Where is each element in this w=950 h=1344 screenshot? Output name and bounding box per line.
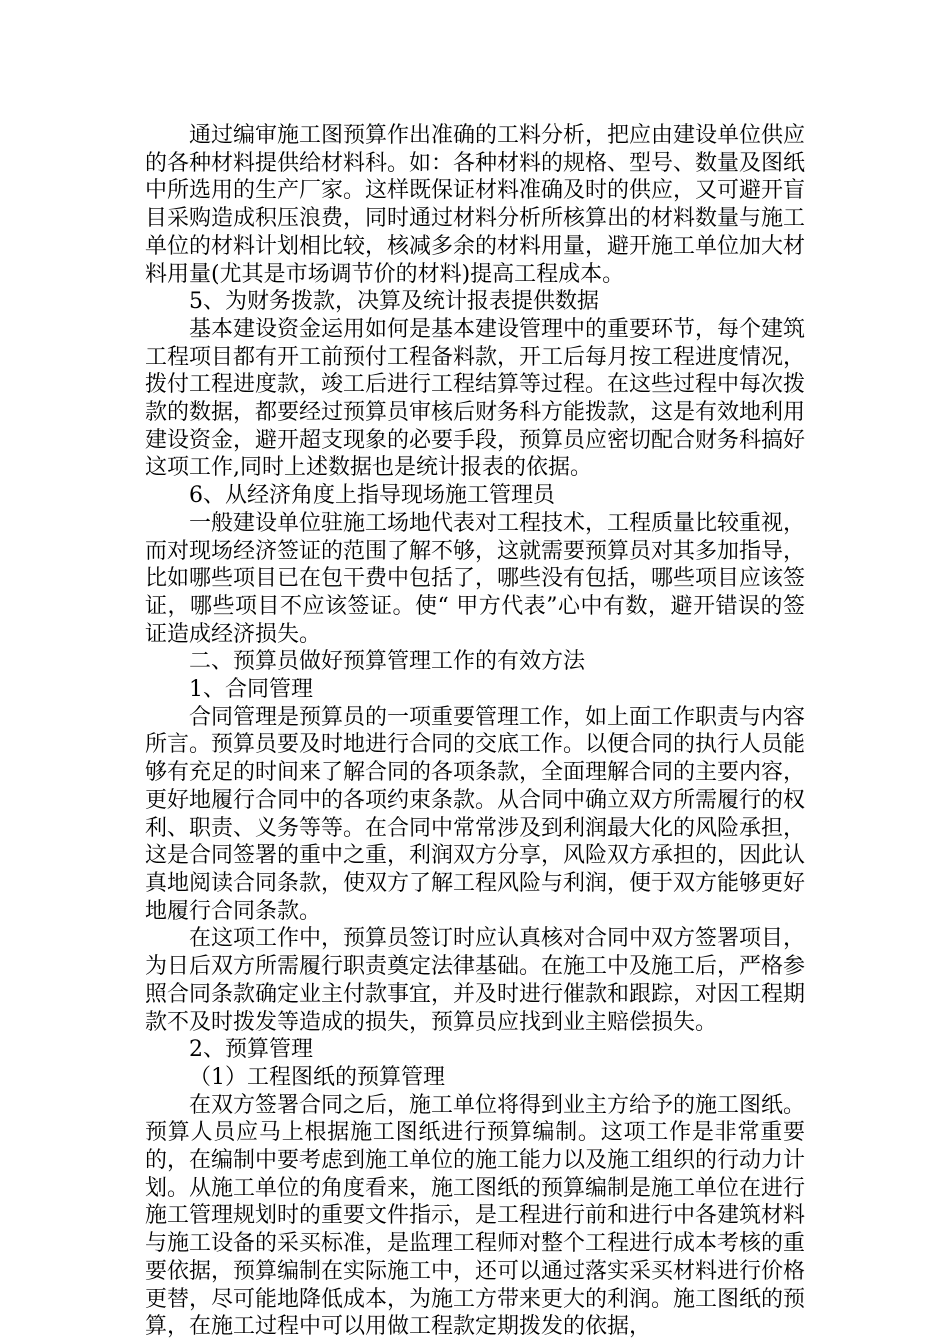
paragraph-finance-data: 基本建设资金运用如何是基本建设管理中的重要环节，每个建筑工程项目都有开工前预付工程备料款，开工后每月按工程进度情况，拨付工程进度款，竣工后进行工程结算等过程。在这些过程中每次拨款的数据，都要经过预算员审核后财务科方能拨款，这是有效地利用建设资金，避开超支现象的必要手段，预算员应密切配合财务科搞好这项工作,同时上述数据也是统计报表的依据。 (145, 316, 806, 481)
heading-finance-data: 5、为财务拨款，决算及统计报表提供数据 (189, 289, 599, 315)
paragraph-site-guidance: 一般建设单位驻施工场地代表对工程技术，工程质量比较重视，而对现场经济签证的范围了解不够，这就需要预算员对其多加指导，比如哪些项目已在包干费中包括了，哪些没有包括，哪些项目应该签证，哪些项目不应该签证。使“ 甲方代表”心中有数，避开错误的签证造成经济损失。 (145, 510, 806, 647)
heading-drawing-budget: （1）工程图纸的预算管理 (189, 1064, 445, 1090)
paragraph-material-analysis: 通过编审施工图预算作出准确的工料分析，把应由建设单位供应的各种材料提供给材料科。如：各种材料的规格、型号、数量及图纸中所选用的生产厂家。这样既保证材料准确及时的供应，又可避开盲目采购造成积压浪费，同时通过材料分析所核算出的材料数量与施工单位的材料计划相比较，核减多余的材料用量，避开施工单位加大材料用量(尤其是市场调节价的材料)提高工程成本。 (145, 123, 806, 287)
paragraph-contract-signing: 在这项工作中，预算员签订时应认真核对合同中双方签署项目，为日后双方所需履行职责奠定法律基础。在施工中及施工后，严格参照合同条款确定业主付款事宜，并及时进行催款和跟踪，对因工程期款不及时拨发等造成的损失，预算员应找到业主赔偿损失。 (145, 926, 806, 1035)
heading-effective-methods: 二、预算员做好预算管理工作的有效方法 (189, 649, 586, 675)
paragraph-contract-management: 合同管理是预算员的一项重要管理工作，如上面工作职责与内容所言。预算员要及时地进行合同的交底工作。以便合同的执行人员能够有充足的时间来了解合同的各项条款，全面理解合同的主要内容，更好地履行合同中的各项约束条款。从合同中确立双方所需履行的权利、职责、义务等等。在合同中常常涉及到利润最大化的风险承担，这是合同签署的重中之重，利润双方分享，风险双方承担的，因此认真地阅读合同条款，使双方了解工程风险与利润，便于双方能够更好地履行合同条款。 (145, 704, 806, 924)
heading-budget-management: 2、预算管理 (189, 1037, 313, 1063)
heading-contract-management: 1、合同管理 (189, 677, 313, 703)
paragraph-drawing-budget: 在双方签署合同之后，施工单位将得到业主方给予的施工图纸。预算人员应马上根据施工图纸进行预算编制。这项工作是非常重要的，在编制中要考虑到施工单位的施工能力以及施工组织的行动力计划。从施工单位的角度看来，施工图纸的预算编制是施工单位在进行施工管理规划时的重要文件指示，是工程进行前和进行中各建筑材料与施工设备的采买标准，是监理工程师对整个工程进行成本考核的重要依据，预算编制在实际施工中，还可以通过落实采买材料进行价格更替，尽可能地降低成本，为施工方带来更大的利润。施工图纸的预算，在施工过程中可以用做工程款定期拨发的依据， (145, 1092, 806, 1340)
heading-site-guidance: 6、从经济角度上指导现场施工管理员 (189, 483, 555, 509)
document-page (145, 122, 805, 1341)
